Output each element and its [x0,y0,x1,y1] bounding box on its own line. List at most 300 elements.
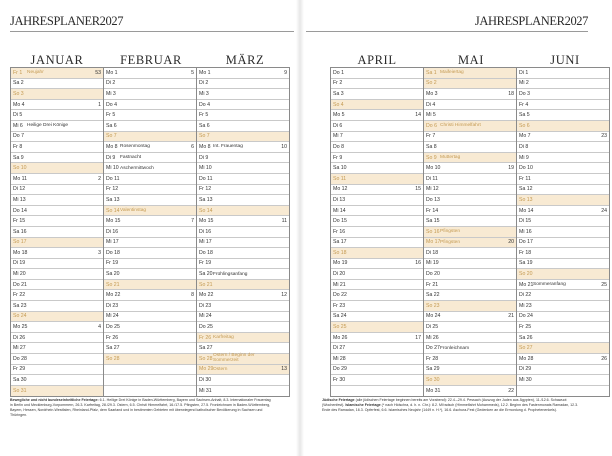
day-cell[interactable] [517,195,609,206]
day-cell[interactable] [331,195,423,206]
day-cell[interactable] [331,163,423,174]
day-label: So 18 [333,249,347,256]
page-header [10,14,123,29]
day-label: Di 16 [199,228,212,235]
day-label: Mo 5 [333,112,345,119]
day-cell[interactable] [331,206,423,217]
day-cell[interactable] [11,100,103,111]
day-cell[interactable] [424,312,516,323]
day-label: Mi 9 [519,154,529,161]
month-column [10,67,104,397]
month-titles [330,53,612,68]
day-cell[interactable] [11,333,103,344]
week-number: 7 [191,218,194,225]
day-label: Do 7 [13,133,24,140]
day-cell[interactable] [104,100,196,111]
day-cell[interactable] [104,68,196,79]
day-cell[interactable] [197,100,289,111]
day-cell[interactable] [104,206,196,217]
day-label: Do 25 [106,324,120,331]
day-cell[interactable] [331,110,423,121]
day-label: Sa 15 [426,218,440,225]
day-cell[interactable] [517,333,609,344]
day-cell[interactable] [11,322,103,333]
day-cell[interactable] [517,174,609,185]
day-cell[interactable] [11,280,103,291]
day-cell[interactable] [331,322,423,333]
day-label: Di 25 [426,324,439,331]
day-cell[interactable] [517,238,609,249]
week-number: 1 [98,101,101,108]
day-cell[interactable] [11,206,103,217]
day-cell[interactable] [424,386,516,397]
day-cell[interactable] [197,174,289,185]
day-cell[interactable] [104,185,196,196]
day-cell[interactable] [104,238,196,249]
day-cell[interactable] [424,269,516,280]
day-label: Mo 11 [13,175,28,182]
day-cell[interactable] [11,153,103,164]
day-cell[interactable] [517,280,609,291]
day-cell[interactable] [424,174,516,185]
day-cell[interactable] [331,68,423,79]
day-label: Di 6 [333,122,343,129]
day-cell[interactable] [197,142,289,153]
day-cell[interactable] [424,322,516,333]
day-cell[interactable] [424,79,516,90]
day-cell[interactable] [197,227,289,238]
day-event: Fastnacht [120,155,142,161]
day-cell[interactable] [197,238,289,249]
day-cell[interactable] [197,121,289,132]
month-column [423,67,517,397]
day-event: Karfreitag [213,335,234,341]
day-cell[interactable] [331,89,423,100]
day-cell[interactable] [331,312,423,323]
day-event: Frühlingsanfang [213,271,248,277]
day-cell[interactable] [517,142,609,153]
month-title-januar: JANUAR [30,53,84,67]
day-cell[interactable] [104,89,196,100]
day-cell[interactable] [424,375,516,386]
day-label: Sa 16 [13,228,27,235]
day-cell[interactable] [11,354,103,365]
day-label: Di 8 [519,143,529,150]
day-label: Di 13 [333,196,346,203]
day-cell[interactable] [104,227,196,238]
week-number: 25 [601,281,607,288]
day-cell[interactable] [104,280,196,291]
day-cell[interactable] [331,269,423,280]
day-cell[interactable] [104,343,196,354]
day-cell[interactable] [424,238,516,249]
day-label: So 13 [519,196,533,203]
day-label: Fr 19 [106,260,119,267]
day-cell[interactable] [424,110,516,121]
day-cell[interactable] [331,375,423,386]
day-cell[interactable] [424,163,516,174]
day-cell[interactable] [331,259,423,270]
day-cell[interactable] [197,386,289,397]
footnote-label-islamic: Islamische Feiertage [345,403,381,407]
day-cell[interactable] [11,216,103,227]
day-label: Fr 12 [106,186,119,193]
day-event: Muttertag [440,155,461,161]
day-cell[interactable] [331,142,423,153]
day-cell[interactable] [197,290,289,301]
day-cell[interactable] [517,68,609,79]
day-cell[interactable] [104,195,196,206]
day-cell[interactable] [11,290,103,301]
day-label: So 14 [199,207,213,214]
day-cell[interactable] [331,290,423,301]
footnote-text-jewish: (alle jüdischen Feiertage beginnen bereits am Vorabend): 22.4.–29.4. Pessach (Auszug der Juden aus Ägypten), 11./12.6. Schawuot (Wochenfest). [322,398,567,407]
day-cell[interactable] [424,153,516,164]
day-label: Di 2 [199,80,209,87]
day-label: Sa 12 [519,186,533,193]
day-cell[interactable] [331,216,423,227]
day-cell[interactable] [424,248,516,259]
day-event: Aschermittwoch [120,165,154,171]
day-cell[interactable] [517,153,609,164]
day-cell[interactable] [424,142,516,153]
day-cell[interactable] [11,163,103,174]
day-label: Do 10 [519,165,533,172]
week-number: 22 [508,388,514,395]
day-cell[interactable] [11,110,103,121]
day-cell[interactable] [331,333,423,344]
day-cell[interactable] [104,216,196,227]
day-cell[interactable] [197,163,289,174]
day-label: Mo 1 [106,69,118,76]
day-cell[interactable] [11,386,103,397]
day-label: Di 15 [519,218,532,225]
day-cell[interactable] [517,110,609,121]
empty-day-cell[interactable] [517,386,609,397]
day-label: Mi 2 [519,80,529,87]
day-cell[interactable] [331,227,423,238]
day-label: Fr 22 [13,292,26,299]
day-cell[interactable] [517,100,609,111]
day-label: Fr 26 [199,334,212,341]
day-label: Sa 2 [13,80,24,87]
day-cell[interactable] [517,206,609,217]
day-label: Fr 7 [426,133,436,140]
day-cell[interactable] [104,322,196,333]
day-label: Mo 14 [519,207,534,214]
day-cell[interactable] [11,238,103,249]
day-label: So 23 [426,302,440,309]
day-cell[interactable] [104,110,196,121]
day-event: Pfingsten [440,239,461,245]
day-cell[interactable] [424,216,516,227]
day-cell[interactable] [517,312,609,323]
day-cell[interactable] [331,301,423,312]
day-cell[interactable] [11,343,103,354]
day-cell[interactable] [104,142,196,153]
day-label: Mi 30 [519,377,532,384]
day-cell[interactable] [331,100,423,111]
day-label: Do 15 [333,218,347,225]
day-label: So 30 [426,377,440,384]
day-label: Do 22 [333,292,347,299]
day-cell[interactable] [424,227,516,238]
day-label: Fr 29 [13,366,26,373]
day-cell[interactable] [197,89,289,100]
day-cell[interactable] [197,301,289,312]
day-label: Mo 24 [426,313,441,320]
day-cell[interactable] [104,290,196,301]
empty-day-cell[interactable] [331,386,423,397]
day-cell[interactable] [197,68,289,79]
day-cell[interactable] [424,68,516,79]
day-cell[interactable] [424,290,516,301]
day-label: Fr 25 [519,324,532,331]
day-cell[interactable] [11,132,103,143]
day-cell[interactable] [197,375,289,386]
day-cell[interactable] [104,259,196,270]
day-cell[interactable] [197,365,289,376]
week-number: 8 [191,292,194,299]
day-label: Di 9 [106,154,116,161]
day-cell[interactable] [11,121,103,132]
day-cell[interactable] [331,280,423,291]
day-cell[interactable] [11,227,103,238]
day-label: Mo 25 [13,324,28,331]
calendar-grid [330,67,609,397]
day-cell[interactable] [424,365,516,376]
day-cell[interactable] [104,163,196,174]
day-event: Valentinstag [120,208,147,214]
day-cell[interactable] [331,79,423,90]
day-cell[interactable] [424,259,516,270]
week-number: 53 [95,69,101,76]
day-cell[interactable] [11,79,103,90]
day-cell[interactable] [517,89,609,100]
day-cell[interactable] [11,312,103,323]
day-cell[interactable] [331,365,423,376]
day-label: So 25 [333,324,347,331]
day-cell[interactable] [197,153,289,164]
day-label: Di 5 [13,112,23,119]
day-cell[interactable] [11,89,103,100]
day-cell[interactable] [11,375,103,386]
day-cell[interactable] [331,248,423,259]
footnote-holidays [322,398,584,413]
day-cell[interactable] [331,343,423,354]
day-cell[interactable] [11,142,103,153]
day-label: Mi 24 [106,313,119,320]
day-label: Di 2 [106,80,116,87]
day-label: Do 11 [199,175,213,182]
day-cell[interactable] [424,343,516,354]
day-label: Mi 3 [199,90,209,97]
day-label: Sa 23 [13,302,27,309]
day-cell[interactable] [197,79,289,90]
day-cell[interactable] [104,79,196,90]
day-cell[interactable] [331,238,423,249]
day-cell[interactable] [517,163,609,174]
day-label: Sa 29 [426,366,440,373]
day-label: So 21 [199,281,213,288]
day-cell[interactable] [517,248,609,259]
day-label: Mi 26 [426,334,439,341]
day-cell[interactable] [517,216,609,227]
day-cell[interactable] [11,301,103,312]
day-cell[interactable] [197,185,289,196]
day-cell[interactable] [197,248,289,259]
day-cell[interactable] [104,269,196,280]
day-cell[interactable] [197,259,289,270]
week-number: 5 [191,69,194,76]
day-cell[interactable] [331,121,423,132]
day-label: So 6 [519,122,530,129]
day-label: Mo 26 [333,334,348,341]
day-label: Sa 26 [519,334,533,341]
day-label: So 3 [13,90,24,97]
day-cell[interactable] [517,354,609,365]
day-cell[interactable] [104,174,196,185]
day-cell[interactable] [11,195,103,206]
day-event: Sommeranfang [533,282,566,288]
day-cell[interactable] [517,343,609,354]
day-label: So 24 [13,313,27,320]
day-label: Mo 22 [106,292,121,299]
day-cell[interactable] [517,259,609,270]
day-cell[interactable] [197,312,289,323]
day-label: Mi 27 [13,345,26,352]
day-cell[interactable] [424,195,516,206]
day-cell[interactable] [424,301,516,312]
day-cell[interactable] [517,132,609,143]
day-cell[interactable] [517,269,609,280]
day-cell[interactable] [104,333,196,344]
day-cell[interactable] [424,100,516,111]
day-label: Di 26 [13,334,26,341]
day-cell[interactable] [517,79,609,90]
day-label: Fr 5 [106,112,116,119]
empty-day-cell[interactable] [104,365,196,376]
day-cell[interactable] [331,174,423,185]
day-label: Mo 18 [13,249,28,256]
day-label: Sa 1 [426,69,437,76]
day-cell[interactable] [11,259,103,270]
day-cell[interactable] [424,206,516,217]
day-cell[interactable] [517,301,609,312]
week-number: 16 [415,260,421,267]
day-cell[interactable] [197,132,289,143]
day-label: Di 12 [13,186,26,193]
day-cell[interactable] [331,185,423,196]
day-label: Do 20 [426,271,440,278]
day-cell[interactable] [11,269,103,280]
month-title-april: APRIL [357,53,397,67]
day-cell[interactable] [424,132,516,143]
day-cell[interactable] [424,354,516,365]
day-event: Heilige Drei Könige [27,123,69,129]
day-cell[interactable] [331,354,423,365]
footnote-label: Bewegliche und nicht bundeseinheitliche Feiertage: [10,398,99,402]
day-cell[interactable] [424,89,516,100]
day-label: Mi 23 [519,302,532,309]
day-label: Sa 13 [199,196,213,203]
week-number: 19 [508,165,514,172]
day-cell[interactable] [424,185,516,196]
day-cell[interactable] [104,132,196,143]
day-cell[interactable] [104,248,196,259]
day-cell[interactable] [517,322,609,333]
day-cell[interactable] [424,333,516,344]
day-cell[interactable] [517,185,609,196]
week-number: 15 [415,186,421,193]
day-label: Sa 5 [519,112,530,119]
day-cell[interactable] [517,121,609,132]
day-cell[interactable] [424,280,516,291]
day-label: Do 27 [426,345,440,352]
day-label: Sa 20 [199,271,213,278]
day-cell[interactable] [11,248,103,259]
day-cell[interactable] [197,195,289,206]
day-label: Do 28 [13,355,27,362]
day-cell[interactable] [11,365,103,376]
day-event: Pfingsten [440,229,461,235]
day-cell[interactable] [517,227,609,238]
day-cell[interactable] [331,132,423,143]
day-label: Mo 1 [199,69,211,76]
day-label: Mo 22 [199,292,214,299]
week-number: 21 [508,313,514,320]
day-cell[interactable] [104,354,196,365]
day-label: Di 23 [106,302,119,309]
day-cell[interactable] [11,174,103,185]
day-cell[interactable] [517,375,609,386]
day-cell[interactable] [104,312,196,323]
day-cell[interactable] [104,121,196,132]
day-event: Int. Frauentag [213,144,243,150]
day-cell[interactable] [197,269,289,280]
week-number: 17 [415,334,421,341]
day-cell[interactable] [197,333,289,344]
day-label: Mi 31 [199,388,212,395]
day-label: So 28 [106,355,120,362]
day-cell[interactable] [424,121,516,132]
day-cell[interactable] [197,110,289,121]
day-cell[interactable] [104,153,196,164]
day-cell[interactable] [197,280,289,291]
day-cell[interactable] [197,322,289,333]
empty-day-cell[interactable] [104,386,196,397]
week-number: 4 [98,324,101,331]
day-label: Mi 16 [519,228,532,235]
day-cell[interactable] [104,301,196,312]
day-label: Do 11 [106,175,120,182]
day-cell[interactable] [11,185,103,196]
day-cell[interactable] [331,153,423,164]
week-number: 3 [98,249,101,256]
day-label: Sa 24 [333,313,347,320]
week-number: 20 [508,239,514,246]
empty-day-cell[interactable] [104,375,196,386]
day-cell[interactable] [517,365,609,376]
day-label: Sa 17 [333,239,347,246]
day-cell[interactable] [517,290,609,301]
week-number: 6 [191,143,194,150]
day-cell[interactable] [197,354,289,365]
day-cell[interactable] [197,206,289,217]
day-cell[interactable] [11,68,103,79]
month-column [103,67,197,397]
day-cell[interactable] [197,216,289,227]
